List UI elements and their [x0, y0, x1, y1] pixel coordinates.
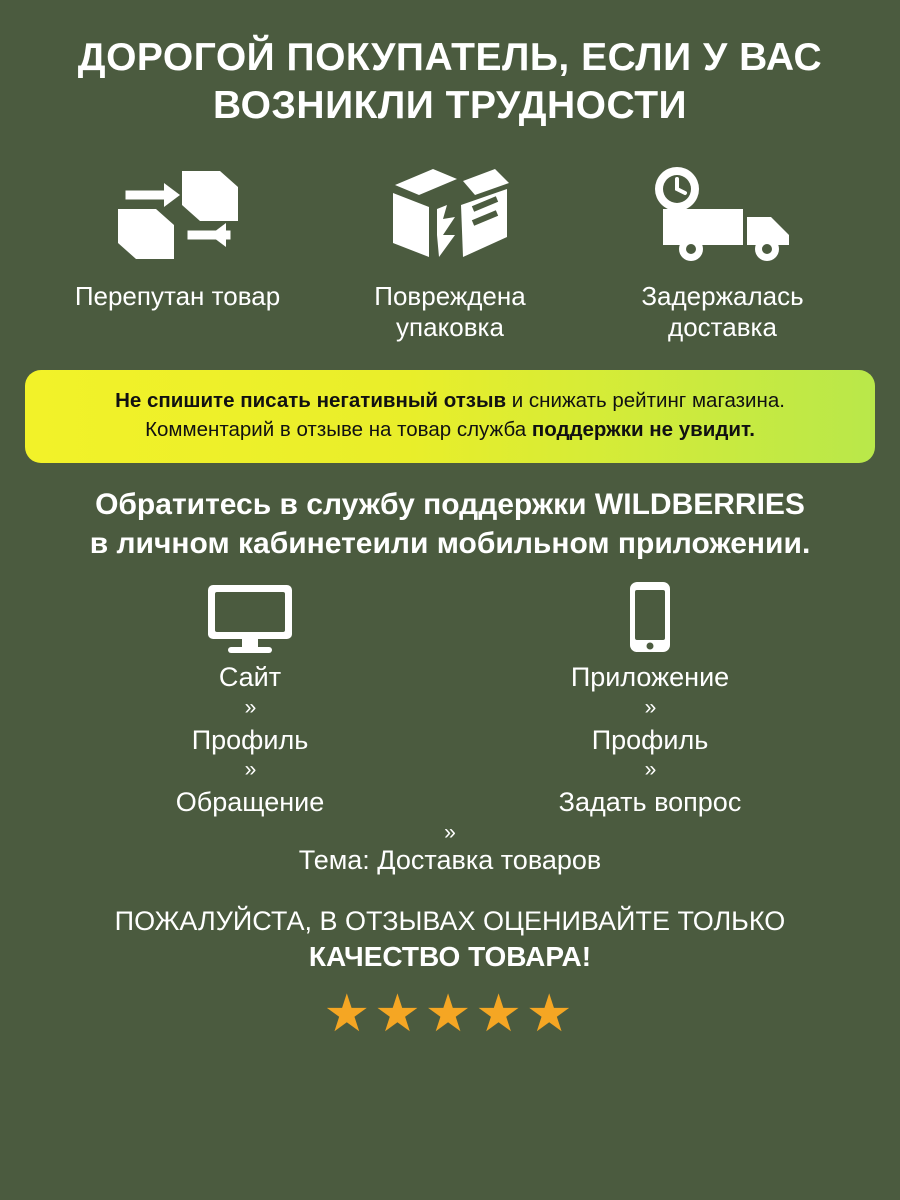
warning-banner — [25, 370, 875, 463]
problem-item-damaged-package — [323, 163, 578, 343]
warning-line-2-bold: поддержки не увидит. — [531, 418, 755, 442]
footer-note — [40, 904, 860, 975]
chevron-down-icon: » — [244, 758, 256, 782]
delivery-truck-clock-icon — [643, 163, 803, 267]
warning-line-2 — [45, 415, 855, 445]
warning-line-1 — [45, 386, 855, 416]
desktop-monitor-icon — [204, 579, 296, 655]
flow-step: Профиль — [191, 724, 309, 755]
rating-stars: ★★★★★ — [323, 984, 577, 1043]
footer-line-2: КАЧЕСТВО ТОВАРА! — [308, 941, 592, 973]
chevron-down-icon: » — [644, 695, 656, 719]
chevron-down-icon: » — [644, 758, 656, 782]
flow-app — [470, 579, 830, 818]
mobile-phone-icon — [624, 579, 676, 655]
warning-line-1-rest: и снижать рейтинг магазина. — [506, 388, 785, 412]
flow-step: Сайт — [218, 661, 282, 692]
swap-boxes-icon — [112, 163, 244, 267]
support-cta-line-2: в личном кабинетеили мобильном приложении. — [89, 526, 811, 560]
problem-list — [50, 163, 850, 343]
flow-theme: Тема: Доставка товаров — [298, 845, 602, 876]
warning-line-2-start: Комментарий в отзыве на товар служба — [145, 418, 532, 442]
problem-item-label: Задержалась доставка — [641, 281, 804, 343]
chevron-down-icon: » — [444, 821, 456, 845]
chevron-down-icon: » — [244, 695, 256, 719]
flow-step: Приложение — [570, 661, 730, 692]
problem-item-label: Перепутан товар — [74, 281, 281, 312]
flow-step: Обращение — [175, 787, 325, 818]
page-title: ДОРОГОЙ ПОКУПАТЕЛЬ, ЕСЛИ У ВАС ВОЗНИКЛИ ТРУДНОСТИ — [77, 36, 823, 127]
flow-step: Профиль — [591, 724, 709, 755]
support-cta-line-1: Обратитесь в службу поддержки WILDBERRIES — [95, 487, 805, 521]
footer-line-1: ПОЖАЛУЙСТА, В ОТЗЫВАХ ОЦЕНИВАЙТЕ ТОЛЬКО — [114, 906, 786, 937]
support-flows — [70, 579, 830, 818]
damaged-box-icon — [385, 163, 515, 267]
warning-line-1-bold: Не спишите писать негативный отзыв — [115, 388, 507, 412]
problem-item-mixed-goods — [50, 163, 305, 312]
problem-item-label: Повреждена упаковка — [374, 281, 526, 343]
flow-website — [70, 579, 430, 818]
problem-item-delayed-delivery — [595, 163, 850, 343]
support-cta — [20, 485, 880, 563]
flow-step: Задать вопрос — [558, 787, 742, 818]
